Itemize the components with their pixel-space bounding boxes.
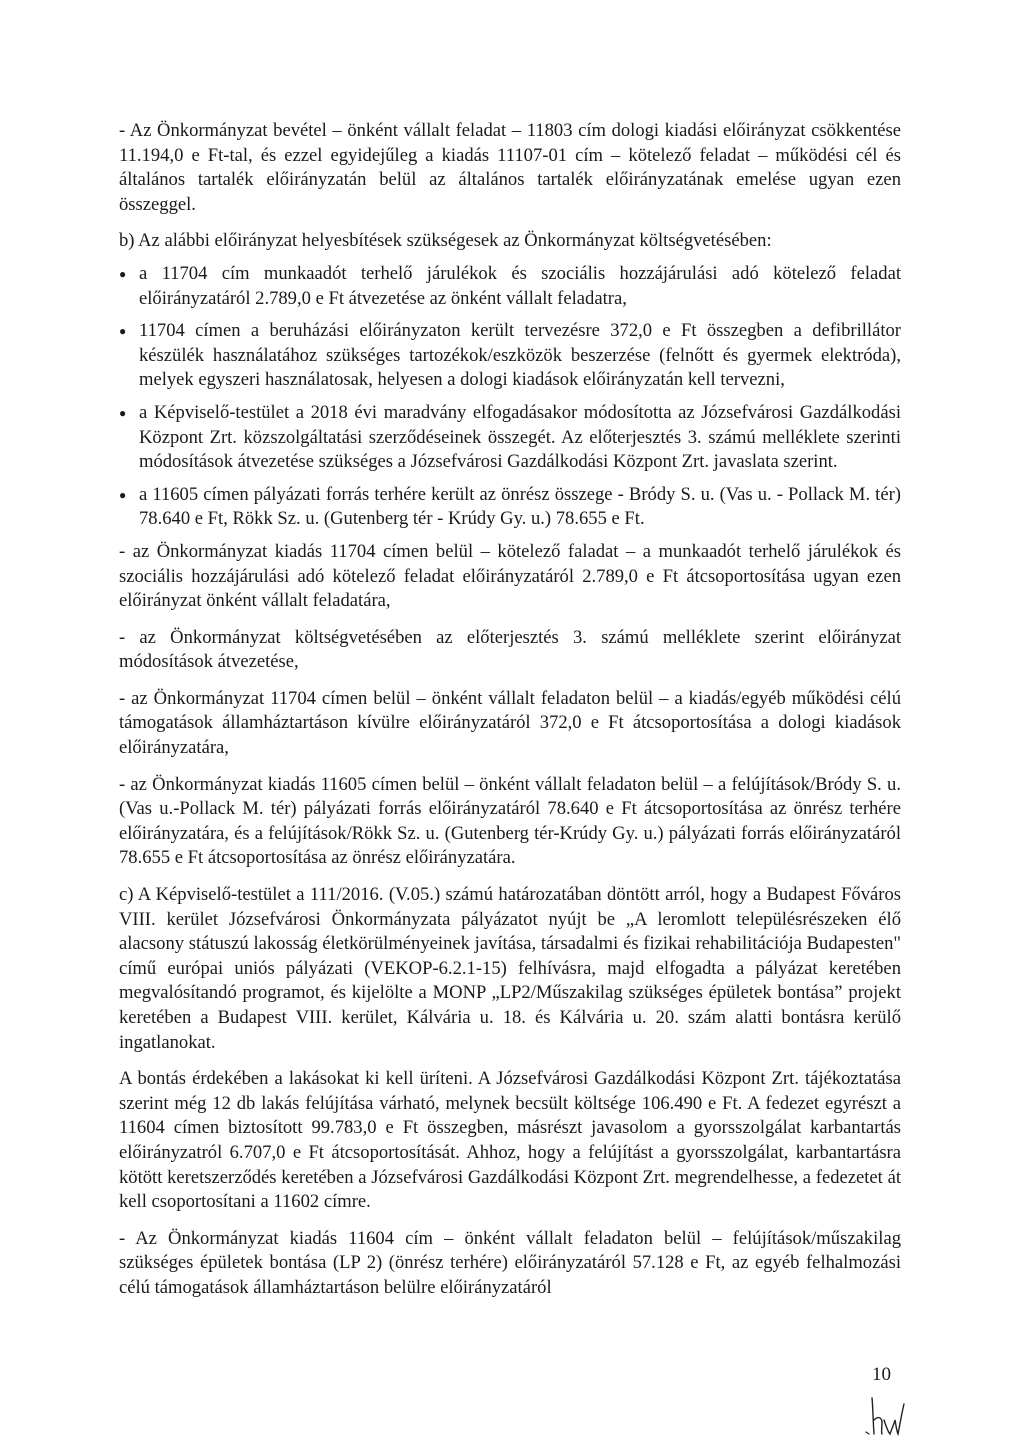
paragraph-revenue-reduction: - Az Önkormányzat bevétel – önként vállalt feladat – 11803 cím dologi kiadási előirányzat csökkentése 11.194,0 e Ft-tal, és ezzel egyidejűleg a kiadás 11107-01 cím – kötelező feladat – működési cél és általános tartalék előirányzatán belül az általános tartalék előirányzatának emelése ugyan ezen összeggel. <box>119 120 901 215</box>
paragraph-demolition: A bontás érdekében a lakásokat ki kell üríteni. A Józsefvárosi Gazdálkodási Központ Zrt. tájékoztatása szerint még 12 db lakás felújítása várható, melynek becsült költsége 106.490 e Ft. A fedezet egyrészt a 11604 címen biztosított 99.783,0 e Ft összegben, másrészt javasolom a gyorsszolgálat karbantartás előirányzatról 6.707,0 e Ft átcsoportosítását. Ahhoz, hogy a felújítást a gyorsszolgálat, karbantartásra kötött keretszerződés keretében a Józsefvárosi Gazdálkodási Központ Zrt. megrendelhesse, a fedezetet át kell csoportosítani a 11602 címre. <box>119 1068 901 1213</box>
page-number: 10 <box>872 1364 891 1385</box>
paragraph-b-intro: b) Az alábbi előirányzat helyesbítések szükségesek az Önkormányzat költségvetésében: <box>119 230 772 252</box>
paragraph-11604-regrouping: - Az Önkormányzat kiadás 11604 cím – önként vállalt feladaton belül – felújítások/műszakilag szükséges épületek bontása (LP 2) (önrész terhére) előirányzatáról 57.128 e Ft, az egyéb felhalmozási célú támogatások államháztartáson belülre előirányzatáról <box>119 1227 901 1298</box>
paragraph-11605-regrouping: - az Önkormányzat kiadás 11605 címen belül – önként vállalt feladaton belül – a felújítások/Bródy S. u. (Vas u.-Pollack M. tér) pályázati forrás előirányzatáról 78.640 e Ft átcsoportosítása az önrész terhére előirányzatára, és a felújítások/Rökk Sz. u. (Gutenberg tér-Krúdy Gy. u.) pályázati forrás előirányzatáról 78.655 e Ft átcsoportosítása az önrész előirányzatára. <box>119 773 901 869</box>
correction-list <box>119 262 901 532</box>
handwritten-initials <box>860 1390 910 1440</box>
paragraph-annex-3: - az Önkormányzat költségvetésében az előterjesztés 3. számú melléklete szerint előirányzat módosítások átvezetése, <box>119 626 901 673</box>
document-body <box>119 119 901 1313</box>
list-item: ● a Képviselő-testület a 2018 évi maradvány elfogadásakor módosította az Józsefvárosi Gazdálkodási Központ Zrt. közszolgáltatási szerződéseinek összegét. Az előterjesztés 3. számú melléklete szerinti módosítások átvezetése szükséges a Józsefvárosi Gazdálkodási Központ Zrt. javaslata szerint. <box>119 401 901 475</box>
paragraph-11704-regrouping: - az Önkormányzat kiadás 11704 címen belül – kötelező faladat – a munkaadót terhelő járulékok és szociális hozzájárulási adó kötelező feladat előirányzatáról 2.789,0 e Ft átcsoportosítása ugyan ezen előirányzat önként vállalt feladatára, <box>119 540 901 612</box>
list-item: ● a 11605 címen pályázati forrás terhére került az önrész összege - Bródy S. u. (Vas u. - Pollack M. tér) 78.640 e Ft, Rökk Sz. u. (Gutenberg tér - Krúdy Gy. u.) 78.655 e Ft. <box>119 483 901 532</box>
list-item: ● 11704 címen a beruházási előirányzaton került tervezésre 372,0 e Ft összegben a defibrillátor készülék használatához szükséges tartozékok/eszközök beszerzése (felnőtt és gyermek elektróda), melyek egyszeri használatosak, helyesen a dologi kiadások előirányzatán kell tervezni, <box>119 319 901 393</box>
paragraph-372-regrouping: - az Önkormányzat 11704 címen belül – önként vállalt feladaton belül – a kiadás/egyéb működési célú támogatások államháztartáson kívülre előirányzatáról 372,0 e Ft átcsoportosítása a dologi kiadások előirányzatára, <box>119 687 901 759</box>
list-item: ● a 11704 cím munkaadót terhelő járulékok és szociális hozzájárulási adó kötelező feladat előirányzatáról 2.789,0 e Ft átvezetése az önként vállalt feladatra, <box>119 262 901 311</box>
paragraph-c-resolution: c) A Képviselő-testület a 111/2016. (V.05.) számú határozatában döntött arról, hogy a Budapest Főváros VIII. kerület Józsefvárosi Önkormányzata pályázatot nyújt be „A leromlott településrészeken élő alacsony státuszú lakosság életkörülményeinek javítása, társadalmi és fizikai rehabilitációja Budapesten" című európai uniós pályázati (VEKOP-6.2.1-15) felhívásra, majd elfogadta a pályázat keretében megvalósítandó programot, és kijelölte a MONP „LP2/Műszakilag szükséges épületek bontása” projekt keretében a Budapest VIII. kerület, Kálvária u. 18. és Kálvária u. 20. szám alatti bontásra kerülő ingatlanokat. <box>119 884 901 1053</box>
